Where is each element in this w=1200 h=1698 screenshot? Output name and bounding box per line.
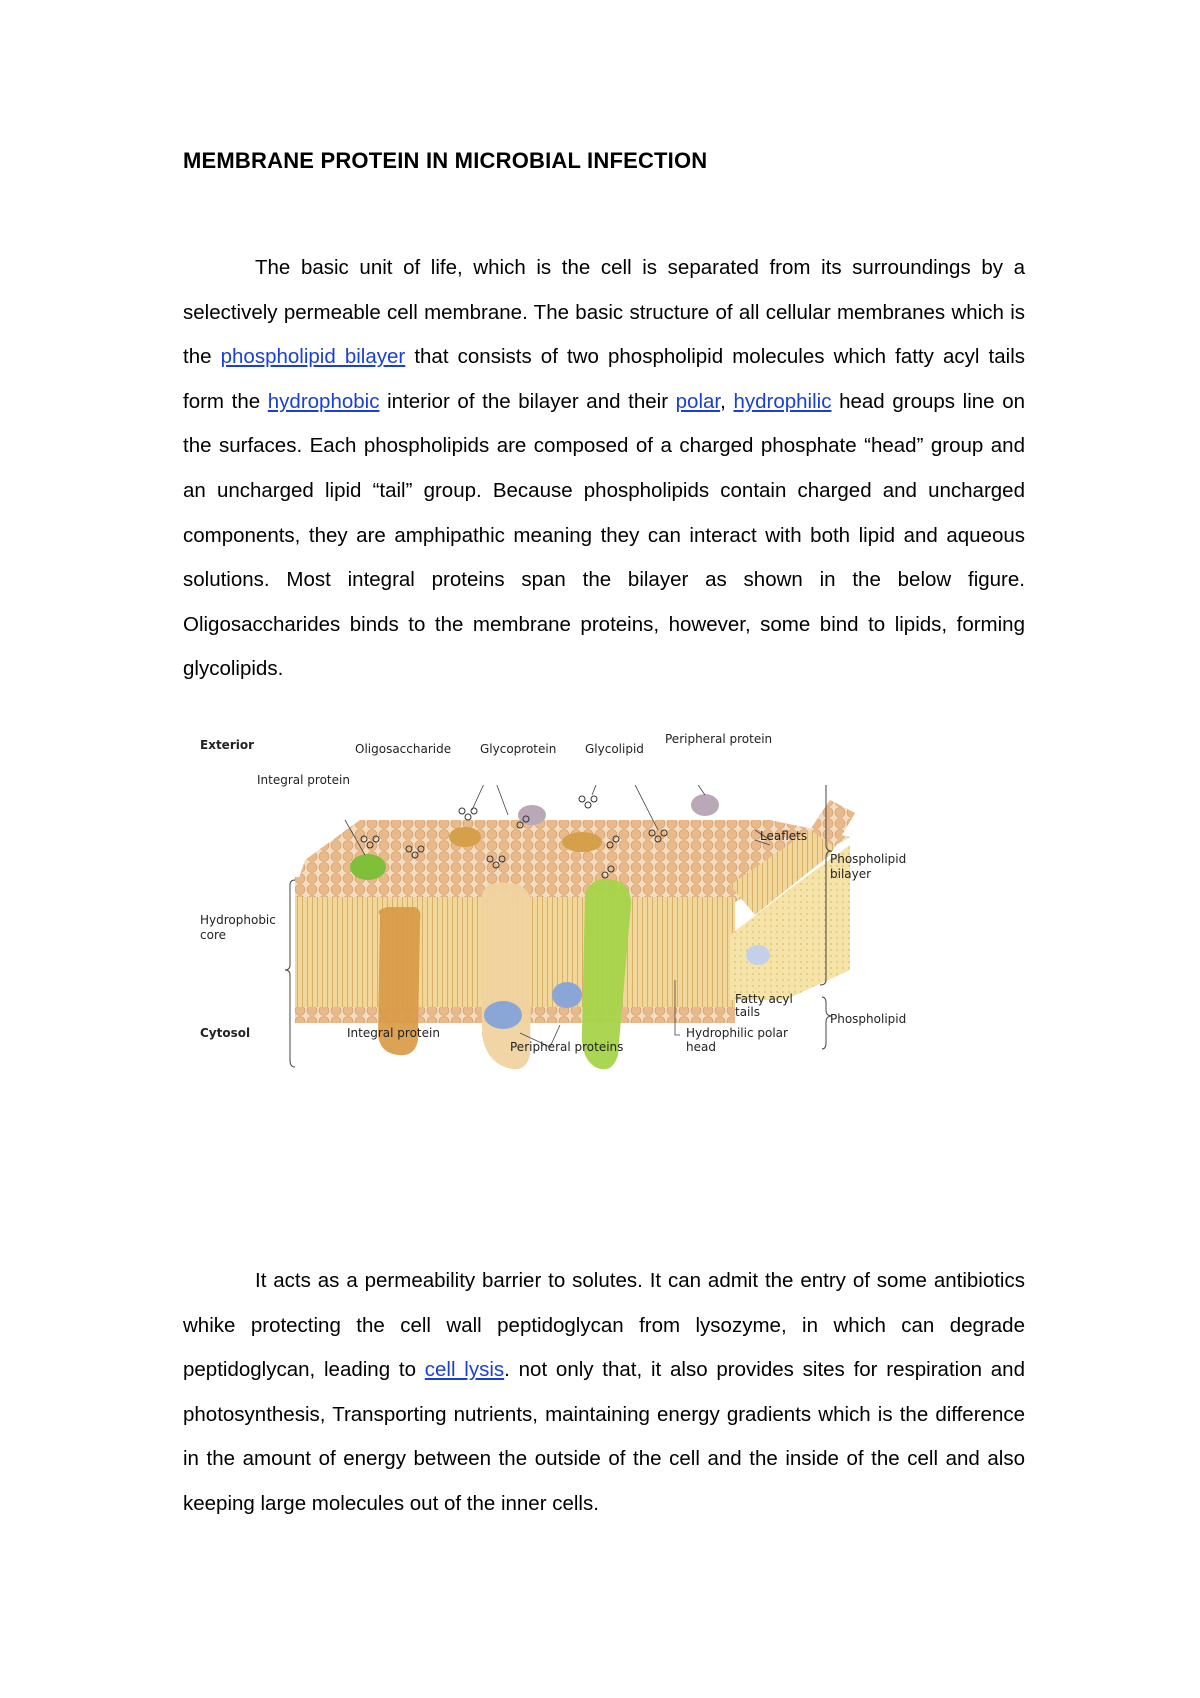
document-title: MEMBRANE PROTEIN IN MICROBIAL INFECTION	[183, 148, 708, 173]
text-run: The basic unit of life, which is the cell is separated from its surroundings by a selectively permeable cell membrane. The basic structure of all cellular membranes which is the	[183, 256, 1025, 369]
membrane-figure	[200, 732, 990, 1150]
label-fatty-acyl-2: tails	[735, 1005, 760, 1019]
label-integral-protein-top: Integral protein	[257, 773, 350, 787]
label-oligosaccharide: Oligosaccharide	[355, 742, 452, 756]
label-peripheral-protein: Peripheral protein	[665, 732, 773, 746]
label-phospholipid-bilayer-2: bilayer	[830, 867, 872, 881]
figure-labels	[200, 732, 990, 1150]
label-phospholipid-bilayer-1: Phospholipid	[830, 852, 907, 866]
link-polar[interactable]: polar	[675, 389, 721, 413]
link-phospholipid-bilayer[interactable]: phospholipid bilayer	[220, 345, 406, 369]
label-phospholipid: Phospholipid	[830, 1012, 907, 1026]
label-hydrophilic-head-1: Hydrophilic polar	[686, 1026, 788, 1040]
text-run: that consists of two phospholipid molecules which fatty acyl tails form the	[183, 345, 1025, 413]
text-run: interior of the bilayer and their	[379, 389, 676, 413]
label-hydrophobic-core-2: core	[200, 928, 226, 942]
link-hydrophilic[interactable]: hydrophilic	[733, 389, 832, 413]
link-cell-lysis[interactable]: cell lysis	[424, 1358, 505, 1382]
paragraph-intro	[183, 246, 1025, 692]
text-run: head groups line on the surfaces. Each phospholipids are composed of a charged phosphate “head” group and an uncharged lipid “tail” group. Because phospholipids contain charged and uncharged components, they are amphipathic meaning they can interact with both lipid and aqueous solutions. Most integral proteins span the bilayer as shown in the below figure. Oligosaccharides binds to the membrane proteins, however, some bind to lipids, forming glycolipids.	[183, 389, 1026, 681]
label-hydrophilic-head-2: head	[686, 1040, 716, 1054]
link-hydrophobic[interactable]: hydrophobic	[267, 389, 380, 413]
label-integral-protein-bottom: Integral protein	[347, 1026, 440, 1040]
label-leaflets: Leaflets	[760, 829, 808, 843]
label-glycolipid: Glycolipid	[585, 742, 644, 756]
label-fatty-acyl-1: Fatty acyl	[735, 992, 793, 1006]
label-cytosol: Cytosol	[200, 1026, 251, 1040]
text-run: It acts as a permeability barrier to solutes. It can admit the entry of some antibiotics whike protecting the cell wall peptidoglycan from lysozyme, in which can degrade peptidoglycan, leading to	[183, 1269, 1025, 1382]
label-hydrophobic-core-1: Hydrophobic	[200, 913, 276, 927]
text-run: . not only that, it also provides sites for respiration and photosynthesis, Transporting nutrients, maintaining energy gradients which is the difference in the amount of energy between the outside of the cell and the inside of the cell and also keeping large molecules out of the inner cells.	[183, 1358, 1025, 1515]
label-exterior: Exterior	[200, 738, 255, 752]
label-peripheral-proteins: Peripheral proteins	[510, 1040, 624, 1054]
paragraph-function	[183, 1259, 1025, 1527]
text-run: ,	[720, 389, 734, 413]
label-glycoprotein: Glycoprotein	[480, 742, 557, 756]
